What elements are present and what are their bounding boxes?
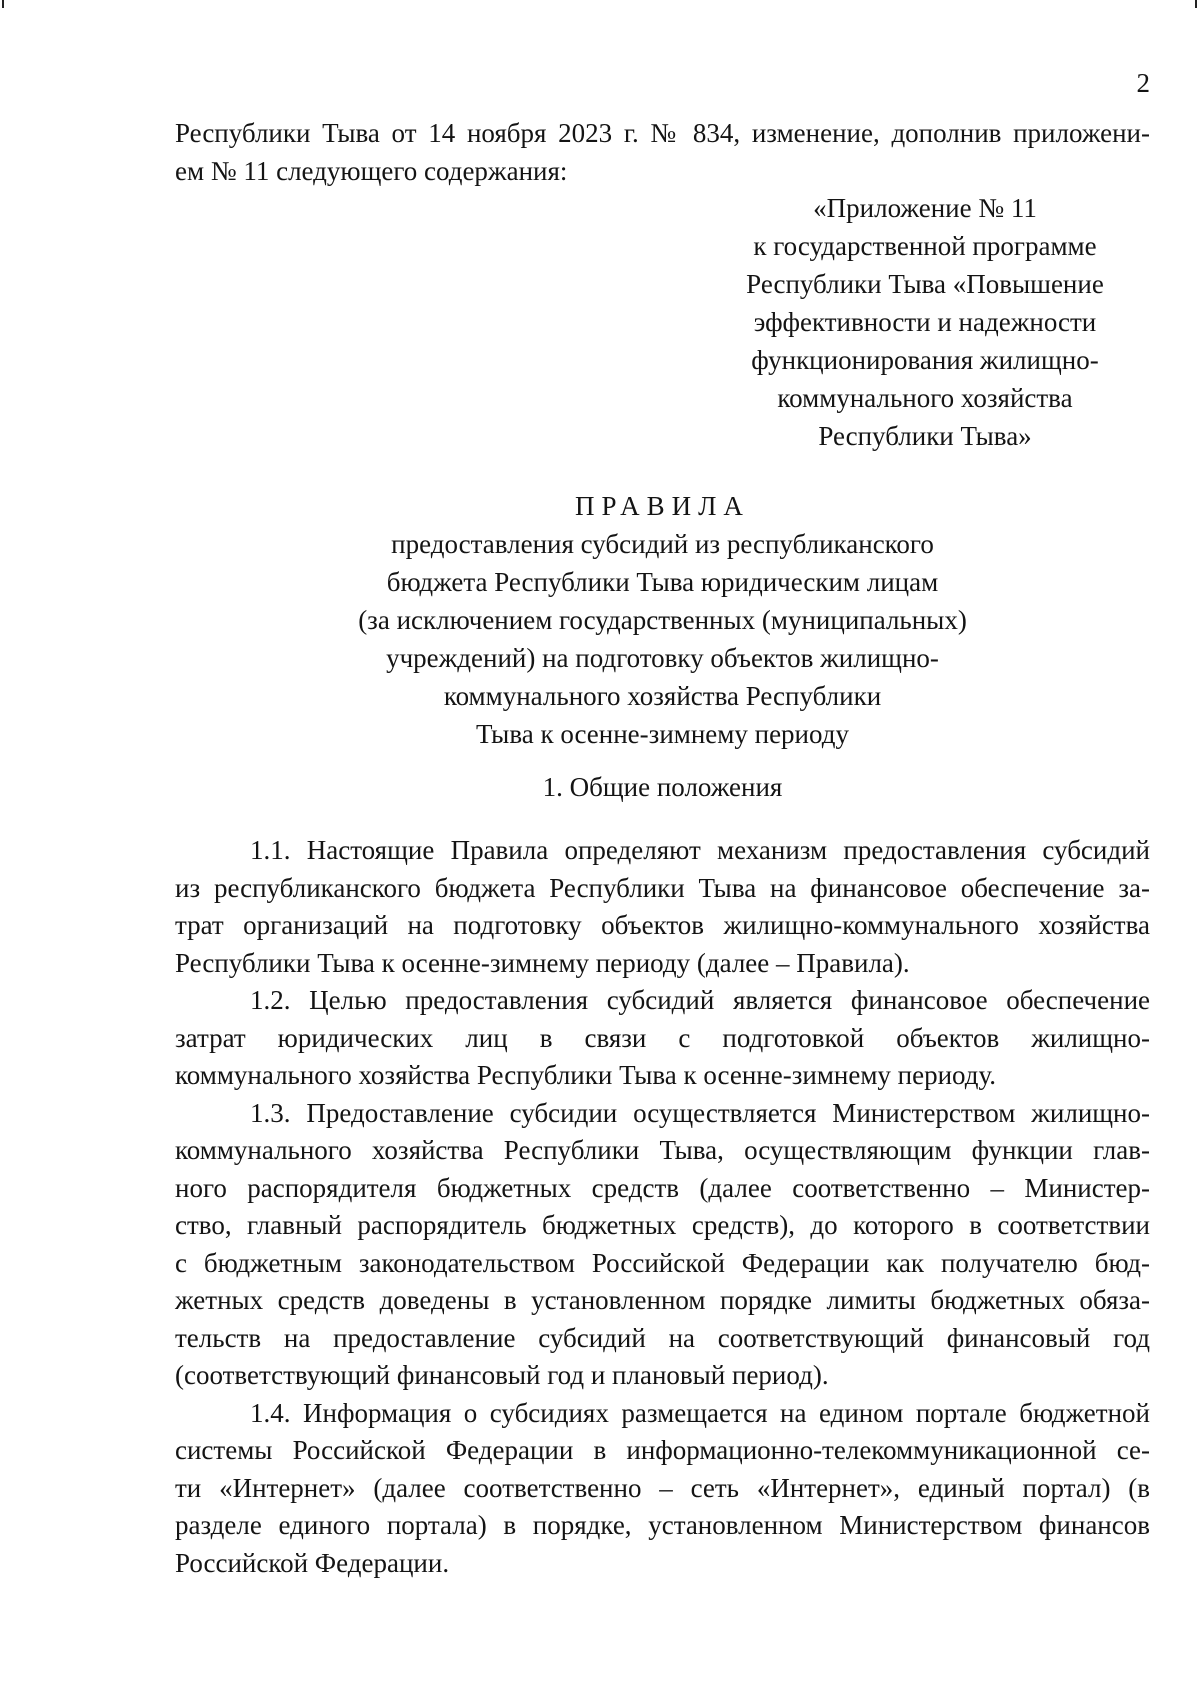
page-number: 2 xyxy=(1136,68,1150,98)
rules-subtitle-line: коммунального хозяйства Республики xyxy=(443,681,882,711)
section-heading: 1. Общие положения xyxy=(542,772,783,802)
rules-subtitle-line: бюджета Республики Тыва юридическим лицам xyxy=(386,567,939,597)
paragraph-line: 1.1. Настоящие Правила определяют механизм предоставления субсидий xyxy=(250,835,1150,865)
intro-text xyxy=(175,114,1150,190)
paragraph-line: затрат юридических лиц в связи с подготовкой объектов жилищно- xyxy=(175,1022,1150,1053)
rules-title: ПРАВИЛА xyxy=(575,491,750,521)
rules-subtitle-line: учреждений) на подготовку объектов жилищно- xyxy=(386,643,939,673)
paragraph-line: Российской Федерации. xyxy=(175,1547,450,1578)
paragraph-line: жетных средств доведены в установленном порядке лимиты бюджетных обяза- xyxy=(175,1285,1150,1315)
paragraph-line: 1.3. Предоставление субсидии осуществляется Министерством жилищно- xyxy=(250,1097,1150,1128)
paragraph-line: коммунального хозяйства Республики Тыва к осенне-зимнему периоду. xyxy=(175,1060,997,1090)
paragraph-line: Республики Тыва к осенне-зимнему периоду (далее – Правила). xyxy=(175,947,910,978)
paragraph-line: коммунального хозяйства Республики Тыва, осуществляющим функции глав- xyxy=(175,1135,1150,1165)
appendix-line: эффективности и надежности xyxy=(753,307,1097,337)
paragraph-line: тельств на предоставление субсидий на соответствующий финансовый год xyxy=(175,1322,1150,1353)
appendix-line: коммунального хозяйства xyxy=(777,383,1073,413)
paragraph-line: 1.4. Информация о субсидиях размещается на едином портале бюджетной xyxy=(250,1397,1150,1428)
paragraph-line: (соответствующий финансовый год и плановый период). xyxy=(175,1360,829,1390)
appendix-line: функционирования жилищно- xyxy=(751,345,1099,375)
paragraph-line: ство, главный распорядитель бюджетных средств), до которого в соответствии xyxy=(175,1210,1150,1240)
paragraph-line: из республиканского бюджета Республики Тыва на финансовое обеспечение за- xyxy=(175,872,1150,903)
paragraph-line: ти «Интернет» (далее соответственно – сеть «Интернет», единый портал) (в xyxy=(175,1472,1150,1503)
rules-subtitle-line: (за исключением государственных (муниципальных) xyxy=(358,605,967,635)
paragraph-line: с бюджетным законодательством Российской Федерации как получателю бюд- xyxy=(175,1247,1150,1278)
scan-edge-mark xyxy=(2,0,4,8)
paragraph-line: ного распорядителя бюджетных средств (далее соответственно – Министер- xyxy=(175,1172,1150,1203)
rules-heading xyxy=(175,487,1150,753)
appendix-line: Республики Тыва «Повышение xyxy=(746,269,1104,299)
appendix-reference xyxy=(700,189,1150,455)
paragraph-line: трат организаций на подготовку объектов жилищно-коммунального хозяйства xyxy=(175,910,1150,940)
appendix-line: «Приложение № 11 xyxy=(813,193,1037,223)
scan-edge-mark xyxy=(1195,0,1197,8)
paragraph-line: 1.2. Целью предоставления субсидий является финансовое обеспечение xyxy=(250,985,1150,1015)
paragraph-line: разделе единого портала) в порядке, установленном Министерством финансов xyxy=(175,1510,1150,1540)
appendix-line: к государственной программе xyxy=(753,231,1097,261)
appendix-line: Республики Тыва» xyxy=(818,421,1032,451)
paragraph-1-2 xyxy=(175,982,1150,1095)
rules-subtitle-line: Тыва к осенне-зимнему периоду xyxy=(476,719,849,749)
rules-subtitle-line: предоставления субсидий из республиканского xyxy=(391,529,934,559)
paragraph-line: системы Российской Федерации в информационно-телекоммуникационной се- xyxy=(175,1435,1150,1465)
paragraph-1-4 xyxy=(175,1395,1150,1583)
body-text xyxy=(175,832,1150,1582)
intro-line: Республики Тыва от 14 ноября 2023 г. № 834, изменение, дополнив приложени- xyxy=(175,118,1150,148)
intro-line: ем № 11 следующего содержания: xyxy=(175,156,568,186)
paragraph-1-1 xyxy=(175,832,1150,982)
paragraph-1-3 xyxy=(175,1095,1150,1395)
